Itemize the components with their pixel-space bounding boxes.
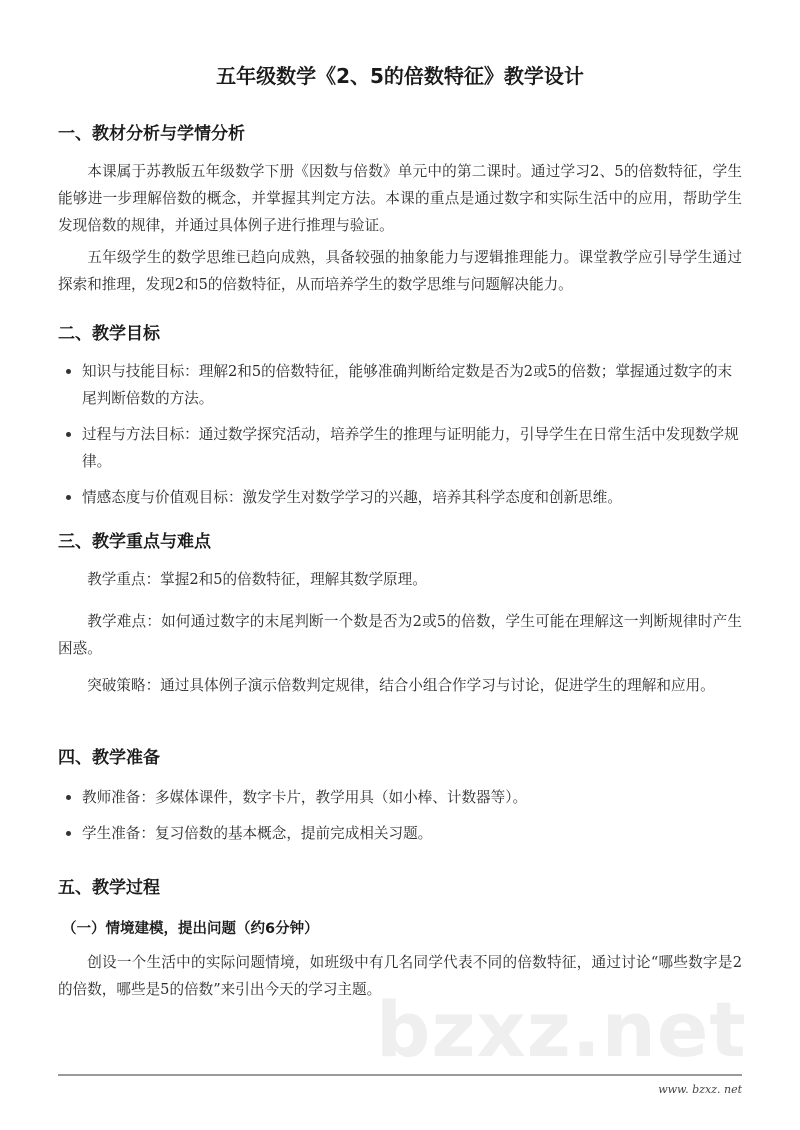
document-title: 五年级数学《2、5的倍数特征》教学设计 bbox=[216, 64, 584, 88]
section-3-paragraph-3: 突破策略：通过具体例子演示倍数判定规律，结合小组合作学习与讨论，促进学生的理解和应用。 bbox=[87, 677, 715, 694]
section-3-paragraph-2: 教学难点：如何通过数字的末尾判断一个数是否为2或5的倍数，学生可能在理解这一判断规律时产生困惑。 bbox=[58, 613, 742, 657]
bullet-icon bbox=[66, 795, 71, 800]
section-1-paragraph-1: 本课属于苏教版五年级数学下册《因数与倍数》单元中的第二课时。通过学习2、5的倍数特征，学生能够进一步理解倍数的概念，并掌握其判定方法。本课的重点是通过数字和实际生活中的应用，帮助学生发现倍数的规律，并通过具体例子进行推理与验证。 bbox=[58, 163, 742, 234]
watermark: bzxz.net bbox=[376, 985, 747, 1074]
footer-url: www. bzxz. net bbox=[658, 1083, 742, 1096]
preparation-item bbox=[58, 784, 742, 811]
bullet-icon bbox=[66, 495, 71, 500]
preparation-text: 教师准备：多媒体课件，数字卡片，教学用具（如小棒、计数器等）。 bbox=[82, 789, 528, 806]
preparation-list bbox=[58, 784, 742, 856]
subsection-heading-1: （一）情境建模，提出问题（约6分钟） bbox=[62, 921, 319, 937]
section-heading-4: 四、教学准备 bbox=[58, 748, 160, 768]
objective-item bbox=[58, 484, 742, 511]
objective-item bbox=[58, 421, 742, 475]
section-1-paragraph-2: 五年级学生的数学思维已趋向成熟，具备较强的抽象能力与逻辑推理能力。课堂教学应引导学生通过探索和推理，发现2和5的倍数特征，从而培养学生的数学思维与问题解决能力。 bbox=[58, 249, 742, 293]
objective-text: 情感态度与价值观目标：激发学生对数学学习的兴趣，培养其科学态度和创新思维。 bbox=[82, 489, 622, 506]
objectives-list bbox=[58, 358, 742, 520]
preparation-item bbox=[58, 820, 742, 847]
section-heading-1: 一、教材分析与学情分析 bbox=[58, 124, 245, 144]
footer-divider bbox=[58, 1074, 742, 1076]
section-heading-3: 三、教学重点与难点 bbox=[58, 532, 211, 552]
preparation-text: 学生准备：复习倍数的基本概念，提前完成相关习题。 bbox=[82, 825, 433, 842]
bullet-icon bbox=[66, 432, 71, 437]
bullet-icon bbox=[66, 369, 71, 374]
section-3-paragraph-1: 教学重点：掌握2和5的倍数特征，理解其数学原理。 bbox=[87, 571, 427, 588]
objective-text: 过程与方法目标：通过数学探究活动，培养学生的推理与证明能力，引导学生在日常生活中发现数学规律。 bbox=[82, 426, 739, 470]
section-heading-5: 五、教学过程 bbox=[58, 878, 160, 898]
subsection-1-paragraph-1: 创设一个生活中的实际问题情境，如班级中有几名同学代表不同的倍数特征，通过讨论“哪些数字是2的倍数，哪些是5的倍数”来引出今天的学习主题。 bbox=[58, 954, 742, 998]
objective-item bbox=[58, 358, 742, 412]
objective-text: 知识与技能目标：理解2和5的倍数特征，能够准确判断给定数是否为2或5的倍数；掌握通过数字的末尾判断倍数的方法。 bbox=[82, 363, 733, 407]
section-heading-2: 二、教学目标 bbox=[58, 324, 160, 344]
bullet-icon bbox=[66, 831, 71, 836]
